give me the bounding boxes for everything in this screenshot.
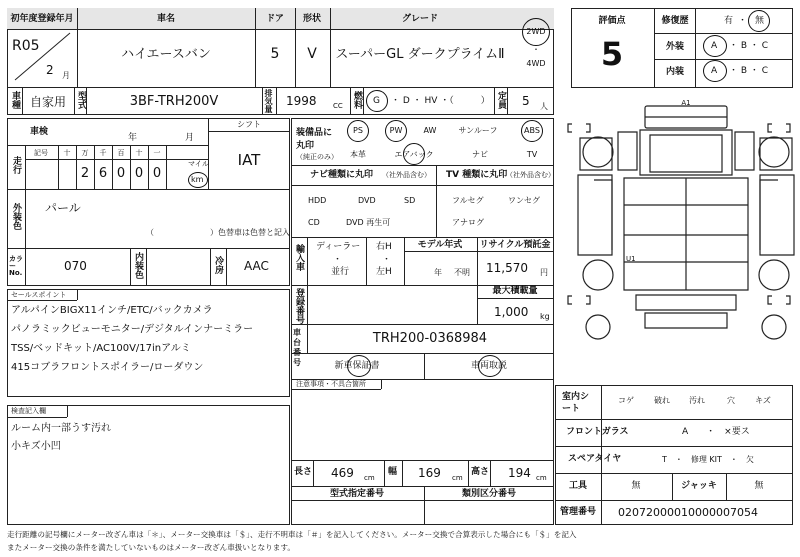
seat-item: コゲ <box>618 396 634 405</box>
diagram-side-label: U1 <box>626 255 636 263</box>
capacity-unit: 人 <box>540 102 548 111</box>
navi-label: ナビ種類に丸印 <box>310 170 374 180</box>
notes-label: 注意事項・不具合箇所 <box>296 380 366 388</box>
mileage-label: 走行 <box>11 156 21 174</box>
shape-label: 形状 <box>302 14 322 24</box>
equipment-item: AW <box>423 126 437 135</box>
capacity-value: 5 <box>522 94 530 108</box>
interior-rest: ・ B ・ C <box>729 66 769 76</box>
exterior-label: 外装 <box>665 42 685 52</box>
chassis-value: TRH200-0368984 <box>372 331 488 346</box>
exterior-a: A <box>711 41 718 51</box>
shape-value: V <box>307 46 317 62</box>
grade-label: グレード <box>401 14 439 24</box>
model-year-year: 年 <box>434 268 442 277</box>
seat-item: 破れ <box>654 396 670 405</box>
tv-item: フルセグ <box>452 196 484 205</box>
interior-a: A <box>711 66 718 76</box>
manual: 車両取説 <box>470 361 508 371</box>
drive-dot: ・ <box>532 45 540 54</box>
seat-item: 汚れ <box>689 396 705 405</box>
mileage-digit: 6 <box>98 166 108 181</box>
disp-value: 1998 <box>286 94 317 108</box>
tv-item: アナログ <box>452 218 484 227</box>
tools-label: 工具 <box>568 481 588 491</box>
import-label: 輸入車 <box>294 244 304 271</box>
first-reg-month: 2 <box>46 63 54 77</box>
equipment-item: PS <box>353 126 363 135</box>
inspection-year: 年 <box>128 133 138 143</box>
length-label: 長さ <box>294 467 313 477</box>
usage-value: 自家用 <box>30 95 67 109</box>
shift-value: IAT <box>237 151 261 169</box>
sales-line: 415コブラフロントスポイラー/ローダウン <box>11 362 204 373</box>
mileage-unit: 百 <box>117 149 125 157</box>
import-parallel: 並行 <box>331 267 350 277</box>
mileage-mile: マイル <box>188 160 209 168</box>
import-dot: ・ <box>333 255 343 265</box>
color-paren: （ ）色替車は色替と記入 <box>146 228 290 237</box>
navi-item: HDD <box>308 196 327 205</box>
length-unit: cm <box>364 474 375 482</box>
capacity-label: 定員 <box>496 91 506 109</box>
inspector-label: 検査記入欄 <box>11 407 46 415</box>
new-car-warranty: 新車保証書 <box>334 361 380 371</box>
import-dealer: ディーラー <box>316 242 361 252</box>
tools-value: 無 <box>631 481 641 491</box>
car-name-label: 車名 <box>156 14 176 24</box>
load-label: 最大積載量 <box>492 286 538 296</box>
equipment-label: 装備品に丸印 <box>296 128 333 151</box>
mileage-unit: 万 <box>81 149 89 157</box>
disp-unit: CC <box>333 102 343 110</box>
doors-value: 5 <box>270 46 280 62</box>
navi-item: CD <box>308 218 320 227</box>
width-value: 169 <box>418 466 441 480</box>
import-dot2: ・ <box>382 255 392 265</box>
doors-label: ドア <box>266 14 284 24</box>
ac-value: AAC <box>244 259 269 273</box>
mileage-km: km <box>191 175 204 184</box>
interior-color-label: 内装色 <box>133 252 143 279</box>
mileage-digit: 0 <box>116 166 126 181</box>
fuel-rest: ・ D ・ HV ・（ ） <box>391 96 490 106</box>
equipment-item: サンルーフ <box>458 126 498 135</box>
mileage-digit: 0 <box>134 166 144 181</box>
glass-label: フロントガラス <box>566 427 629 437</box>
width-unit: cm <box>452 474 463 482</box>
color-no-label: カラーNo. <box>9 255 23 277</box>
score-value: 5 <box>600 35 624 73</box>
import-left: 左H <box>376 267 392 277</box>
class-num-label: 類別区分番号 <box>461 489 517 499</box>
color-no-value: 070 <box>64 259 87 273</box>
interior-label: 内装 <box>665 67 685 77</box>
recycle-label: リサイクル預託金 <box>479 240 551 250</box>
footer-line1: 走行距離の記号欄にメーター改ざん車は「＊」、メーター交換車は「＄」、走行不明車は「＃」を記入してください。メーター交換で合算表示した場合にも「＄」を記入 <box>7 530 577 539</box>
tv-label: TV 種類に丸印 <box>446 170 508 180</box>
repair-dot: ・ <box>738 16 748 26</box>
equipment-item: PW <box>389 126 403 135</box>
jack-value: 無 <box>754 481 764 491</box>
first-reg-era: R05 <box>12 38 40 54</box>
equipment-item: 本革 <box>350 150 366 159</box>
type-num-label: 型式指定番号 <box>329 489 385 499</box>
inspector-line: 小キズ小凹 <box>11 441 61 452</box>
color-label: 外装色 <box>11 203 21 230</box>
repair-yes: 有 <box>724 16 734 26</box>
usage-label: 車種 <box>10 91 20 109</box>
tv-item: ワンセグ <box>508 196 540 205</box>
spare-value: T ・ 修理 KIT ・ 欠 <box>662 455 754 464</box>
sales-label: セールスポイント <box>11 291 67 299</box>
inspection-label: 車検 <box>30 127 49 137</box>
mgmt-value: 02072000010000007054 <box>618 506 758 519</box>
height-unit: cm <box>536 474 547 482</box>
import-right: 右H <box>376 242 392 252</box>
diagram-top-label: A1 <box>681 99 691 107</box>
navi-item: DVD <box>358 196 376 205</box>
spare-label: スペアタイヤ <box>568 454 622 464</box>
exterior-rest: ・ B ・ C <box>729 41 769 51</box>
ac-label: 冷房 <box>213 256 223 274</box>
car-name: ハイエースバン <box>121 47 211 62</box>
recycle-value: 11,570 <box>486 261 528 275</box>
footer-line2: またメーター交換の条件を満たしていないものはメーター改ざん車扱いとなります。 <box>7 543 295 552</box>
load-value: 1,000 <box>494 305 529 319</box>
jack-label: ジャッキ <box>681 481 717 491</box>
seat-item: 穴 <box>727 396 735 405</box>
mileage-mark-label: 記号 <box>34 149 48 157</box>
fuel-g: G <box>373 96 380 106</box>
length-value: 469 <box>331 466 354 480</box>
recycle-unit: 円 <box>540 268 548 277</box>
mileage-unit: 十 <box>63 149 71 157</box>
model-value: 3BF-TRH200V <box>129 94 219 109</box>
drive-2wd: 2WD <box>526 27 546 36</box>
sales-line: パノラミックビューモニター/デジタルインナーミラー <box>11 324 254 335</box>
height-value: 194 <box>508 466 531 480</box>
equipment-label-sub: （純正のみ） <box>296 153 338 161</box>
seat-item: キズ <box>755 396 771 405</box>
sales-line: TSS/ベッドキット/AC100V/17inアルミ <box>11 343 191 354</box>
equipment-item: エアバック <box>394 150 434 159</box>
navi-item: DVD 再生可 <box>346 218 391 227</box>
model-year-unknown: 不明 <box>454 268 470 277</box>
mileage-digit: 2 <box>80 166 90 181</box>
inspector-line: ルーム内一部うす汚れ <box>11 423 111 434</box>
mileage-unit: 千 <box>99 149 107 157</box>
mgmt-label: 管理番号 <box>559 507 597 517</box>
model-label: 型式 <box>76 91 86 109</box>
mileage-unit: 十 <box>135 149 143 157</box>
first-reg-label: 初年度登録年月 <box>10 14 74 24</box>
shift-label: シフト <box>237 120 261 129</box>
glass-value: A ・ ×要ス <box>682 427 750 437</box>
score-label: 評価点 <box>598 16 626 26</box>
load-unit: kg <box>540 312 550 321</box>
first-reg-month-unit: 月 <box>62 71 70 80</box>
grade-value: スーパーGL ダークプライムⅡ <box>335 47 505 62</box>
equipment-item: ナビ <box>472 150 488 159</box>
fuel-label: 燃料 <box>352 91 362 109</box>
navi-label-sub: （社外品含む） <box>382 171 431 179</box>
color-value: パール <box>45 201 81 215</box>
navi-item: SD <box>404 196 416 205</box>
height-label: 高さ <box>471 467 490 477</box>
repair-label: 修復歴 <box>661 16 689 26</box>
equipment-item: ABS <box>524 126 540 135</box>
tv-label-sub: （社外品含む） <box>506 171 555 179</box>
width-label: 幅 <box>388 467 398 477</box>
equipment-item: TV <box>526 150 538 159</box>
mileage-digit: 0 <box>152 166 162 181</box>
seat-label: 室内シート <box>562 392 590 414</box>
model-year-label: モデル年式 <box>417 240 463 250</box>
registration-label: 登録番号 <box>294 288 304 324</box>
disp-label: 排気量 <box>264 89 273 113</box>
drive-4wd: 4WD <box>526 59 546 68</box>
inspection-month: 月 <box>185 133 195 143</box>
mileage-unit: 一 <box>153 149 161 157</box>
chassis-label: 車台番号 <box>293 328 301 367</box>
sales-line: アルパインBIGX11インチ/ETC/バックカメラ <box>11 305 213 316</box>
repair-no: 無 <box>755 16 765 26</box>
